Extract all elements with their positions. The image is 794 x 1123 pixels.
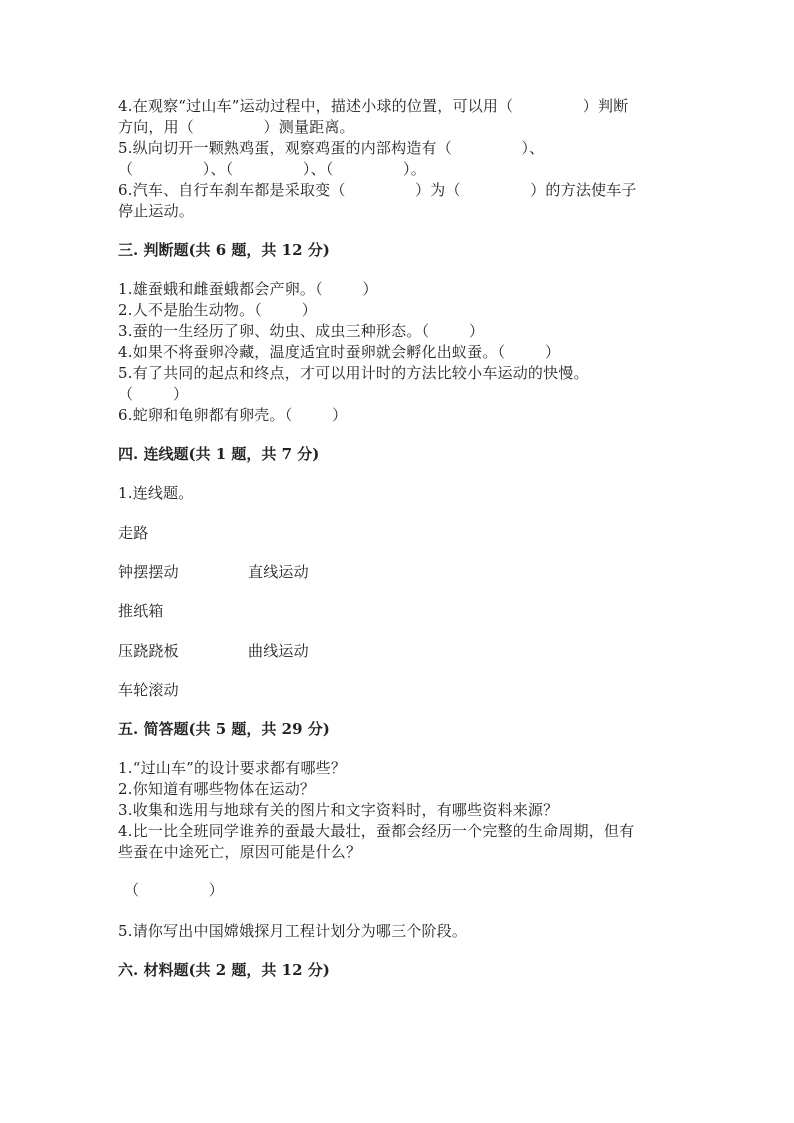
short-answer-2: 2.你知道有哪些物体在运动？ — [118, 780, 316, 798]
judge-item-4: 4.如果不将蚕卵冷藏，温度适宜时蚕卵就会孵化出蚁蚕。（ ） — [118, 343, 561, 361]
judge-item-5: 5.有了共同的起点和终点，才可以用计时的方法比较小车运动的快慢。 — [118, 364, 589, 382]
short-answer-4-bracket: （ ） — [124, 881, 224, 899]
matching-prompt: 1.连线题。 — [118, 484, 194, 502]
judge-item-3: 3.蚕的一生经历了卵、幼虫、成虫三种形态。（ ） — [118, 322, 485, 340]
question-6-line-1: 6.汽车、自行车刹车都是采取变（ ）为（ ）的方法使车子 — [118, 181, 637, 199]
section-6-title: 六. 材料题(共 2 题，共 12 分) — [118, 961, 330, 979]
question-4-line-1: 4.在观察“过山车”运动过程中，描述小球的位置，可以用（ ）判断 — [118, 97, 629, 115]
judge-item-6: 6.蛇卵和龟卵都有卵壳。（ ） — [118, 406, 348, 424]
short-answer-5: 5.请你写出中国嫦娥探月工程计划分为哪三个阶段。 — [118, 922, 468, 940]
question-4-line-2: 方向，用（ ）测量距离。 — [118, 118, 355, 136]
section-4-title: 四. 连线题(共 1 题，共 7 分) — [118, 445, 320, 463]
question-5-line-1: 5.纵向切开一颗熟鸡蛋，观察鸡蛋的内部构造有（ ）、 — [118, 139, 545, 157]
short-answer-3: 3.收集和选用与地球有关的图片和文字资料时，有哪些资料来源？ — [118, 801, 559, 819]
matching-right-item-1: 直线运动 — [248, 563, 309, 581]
question-5-line-2: （ ）、（ ）、（ ）。 — [118, 160, 426, 178]
matching-left-item-5: 车轮滚动 — [118, 681, 179, 699]
matching-left-item-4: 压跷跷板 — [118, 642, 179, 660]
matching-left-item-3: 推纸箱 — [118, 602, 164, 620]
section-3-title: 三. 判断题(共 6 题，共 12 分) — [118, 241, 330, 259]
section-5-title: 五. 简答题(共 5 题，共 29 分) — [118, 720, 330, 738]
question-6-line-2: 停止运动。 — [118, 202, 195, 220]
short-answer-4-line-1: 4.比一比全班同学谁养的蚕最大最壮，蚕都会经历一个完整的生命周期，但有 — [118, 822, 635, 840]
judge-item-1: 1.雄蚕蛾和雌蚕蛾都会产卵。（ ） — [118, 280, 378, 298]
judge-item-5-bracket: （ ） — [118, 385, 189, 403]
matching-right-item-2: 曲线运动 — [248, 642, 309, 660]
matching-left-item-2: 钟摆摆动 — [118, 563, 179, 581]
short-answer-4-line-2: 些蚕在中途死亡，原因可能是什么？ — [118, 843, 362, 861]
short-answer-1: 1.“过山车”的设计要求都有哪些？ — [118, 759, 347, 777]
matching-left-item-1: 走路 — [118, 524, 149, 542]
judge-item-2: 2.人不是胎生动物。（ ） — [118, 301, 317, 319]
